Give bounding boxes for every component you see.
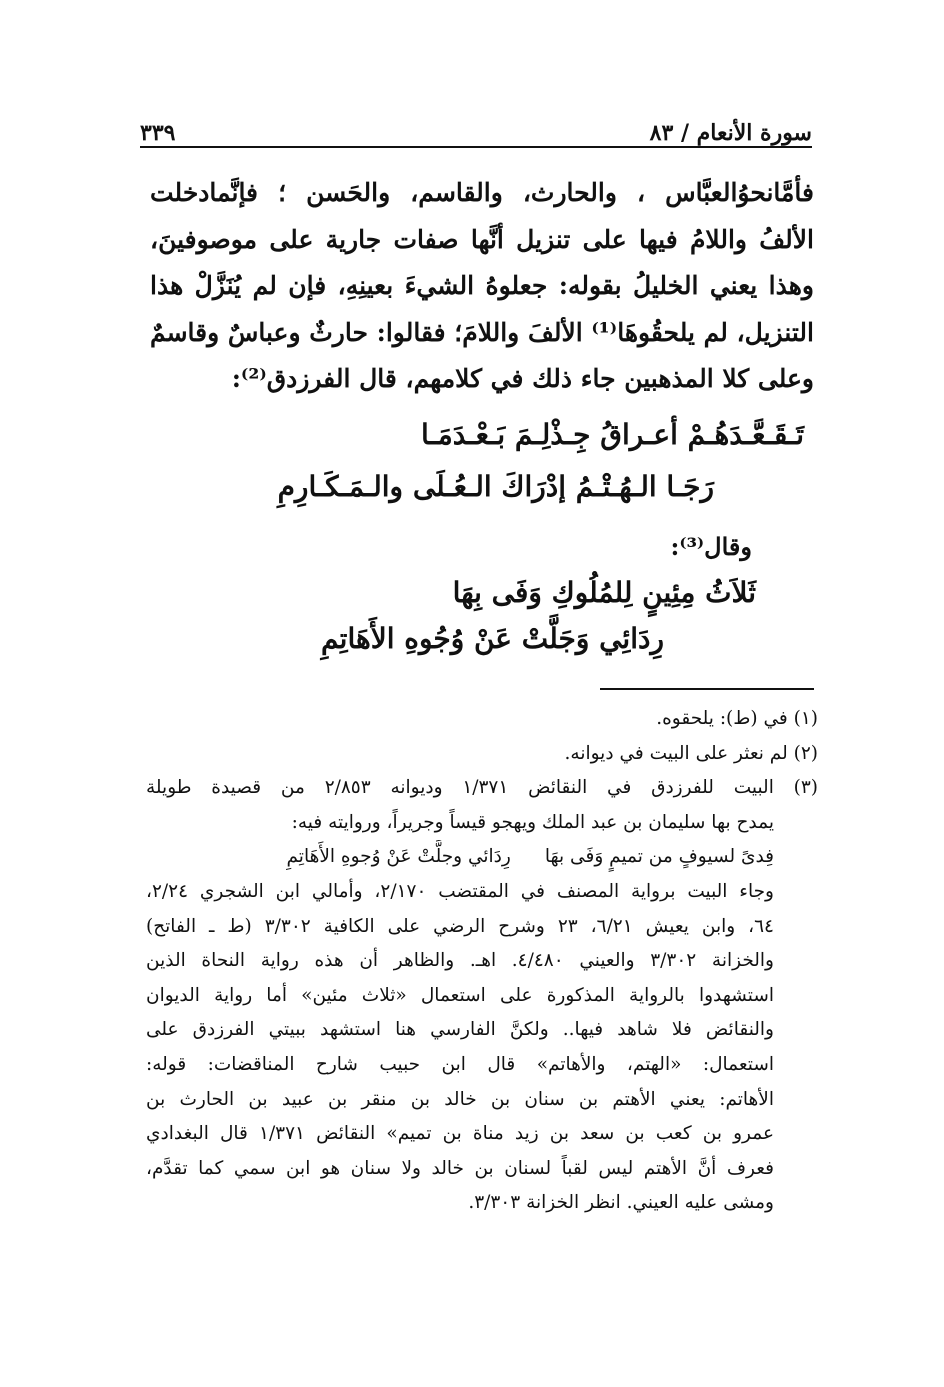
verse-1-first-hemistich: تَـقَـعَّـدَهُـمْ أعـراقُ جِـذْلِـمَ بَـعْـدَمَـا	[421, 418, 804, 451]
footnote-3-line: ومشى عليه العيني. انظر الخزانة ٣/٣٠٣.	[468, 1192, 774, 1214]
footnote-3-line: والخزانة ٣/٣٠٢ والعيني ٤/٤٨٠. اهـ. والظاهر أن هذه رواية النحاة الذين	[146, 950, 774, 972]
body-line: وعلى كلا المذهبين جاء ذلك في كلامهم، قال الفرزدق⁽²⁾:	[231, 364, 814, 393]
footnote-3-line: وجاء البيت برواية المصنف في المقتضب ٢/١٧٠، وأمالي ابن الشجري ٢/٢٤،	[146, 880, 774, 902]
footnote-quoted-verse	[146, 840, 818, 875]
header-rule	[140, 146, 812, 148]
surah-reference: سورة الأنعام / ٨٣	[649, 120, 812, 146]
footnote-3-line: يمدح بها سليمان بن عبد الملك ويهجو قيساً وجريراً، وروايته فيه:	[291, 811, 774, 833]
page-number: ٣٣٩	[140, 120, 176, 146]
footnote-3-line: والنقائض فلا شاهد فيها.. ولكنَّ الفارسي هنا استشهد ببيتي الفرزدق على	[146, 1019, 774, 1041]
verse-1-second-hemistich: رَجَـا الـهُـتْـمُ إدْرَاكَ الـعُـلَى والـمَـكَـارِمِ	[277, 470, 714, 503]
verse-2-first-hemistich: ثَلاَثُ مِئِينٍ لِلمُلُوكِ وَفَى بِهَا	[452, 576, 756, 609]
body-line: فأمَّانحوُالعبَّاس ، والحارث، والقاسم، والحَسن ؛ فإنَّمادخلت	[150, 178, 814, 207]
footnote-3-line: الأهاتم: يعني الأهتم بن سنان بن خالد بن منقر بن عبيد بن الحارث بن	[146, 1088, 774, 1110]
main-paragraph	[150, 170, 814, 403]
footnote-2: (٢) لم نعثر على البيت في ديوانه.	[564, 742, 818, 764]
page-header	[140, 112, 812, 146]
footnote-3-line: استشهدوا بالرواية المذكورة على استعمال «ثلاث مئين» أما رواية الديوان	[146, 984, 774, 1006]
body-line: التنزيل، لم يلحقُوهَا⁽¹⁾ الألفَ واللامَ؛ فقالوا: حارثٌ وعباسٌ وقاسمٌ	[150, 317, 814, 347]
footnote-1: (١) في (ط): يلحقوه.	[656, 708, 818, 729]
body-line: الألفُ واللامُ فيها على تنزيل أنَّها صفات جارية على موصوفينَ،	[150, 224, 814, 254]
footnote-3-line: (٣) البيت للفرزدق في النقائض ١/٣٧١ وديوانه ٢/٨٥٣ من قصيدة طويلة	[146, 777, 818, 799]
footnote-3-line: عمرو بن كعب بن سعد بن زيد مناة بن تميم» النقائض ١/٣٧١ قال البغدادي	[146, 1123, 774, 1145]
verse-2-second-hemistich: رِدَائِي وَجَلَّتْ عَنْ وُجُوهِ الأَهَاتِمِ	[321, 622, 664, 655]
verse-2-intro: وقال⁽³⁾:	[670, 532, 752, 561]
footnotes	[146, 702, 818, 1221]
body-line: وهذا يعني الخليلُ بقوله: جعلوهُ الشيءَ بعينِهِ، فإن لم يُنَزَّلْ هذا	[150, 271, 814, 300]
footnote-rule	[600, 688, 814, 690]
footnote-3-line: ٦٤، وابن يعيش ٦/٢١، ٢٣ وشرح الرضي على الكافية ٣/٣٠٢ (ط ـ الفاتح)	[146, 915, 774, 937]
footnote-3-line: استعمال: «الهتم، والأهاتم» قال ابن حبيب شارح المناقضات: قوله:	[146, 1053, 774, 1075]
quoted-verse-first: فِدىً لسيوفٍ من تميمٍ وَفَى بهَا	[544, 846, 774, 868]
quoted-verse-second: رِدَائي وجلَّتْ عَنْ وُجوهِ الأَهَاتِمِ	[286, 846, 511, 868]
footnote-3-line: فعرف أنَّ الأهتم ليس لقباً لسنان بن خالد ولا سنان هو ابن سمي كما تقدَّم،	[146, 1157, 774, 1179]
